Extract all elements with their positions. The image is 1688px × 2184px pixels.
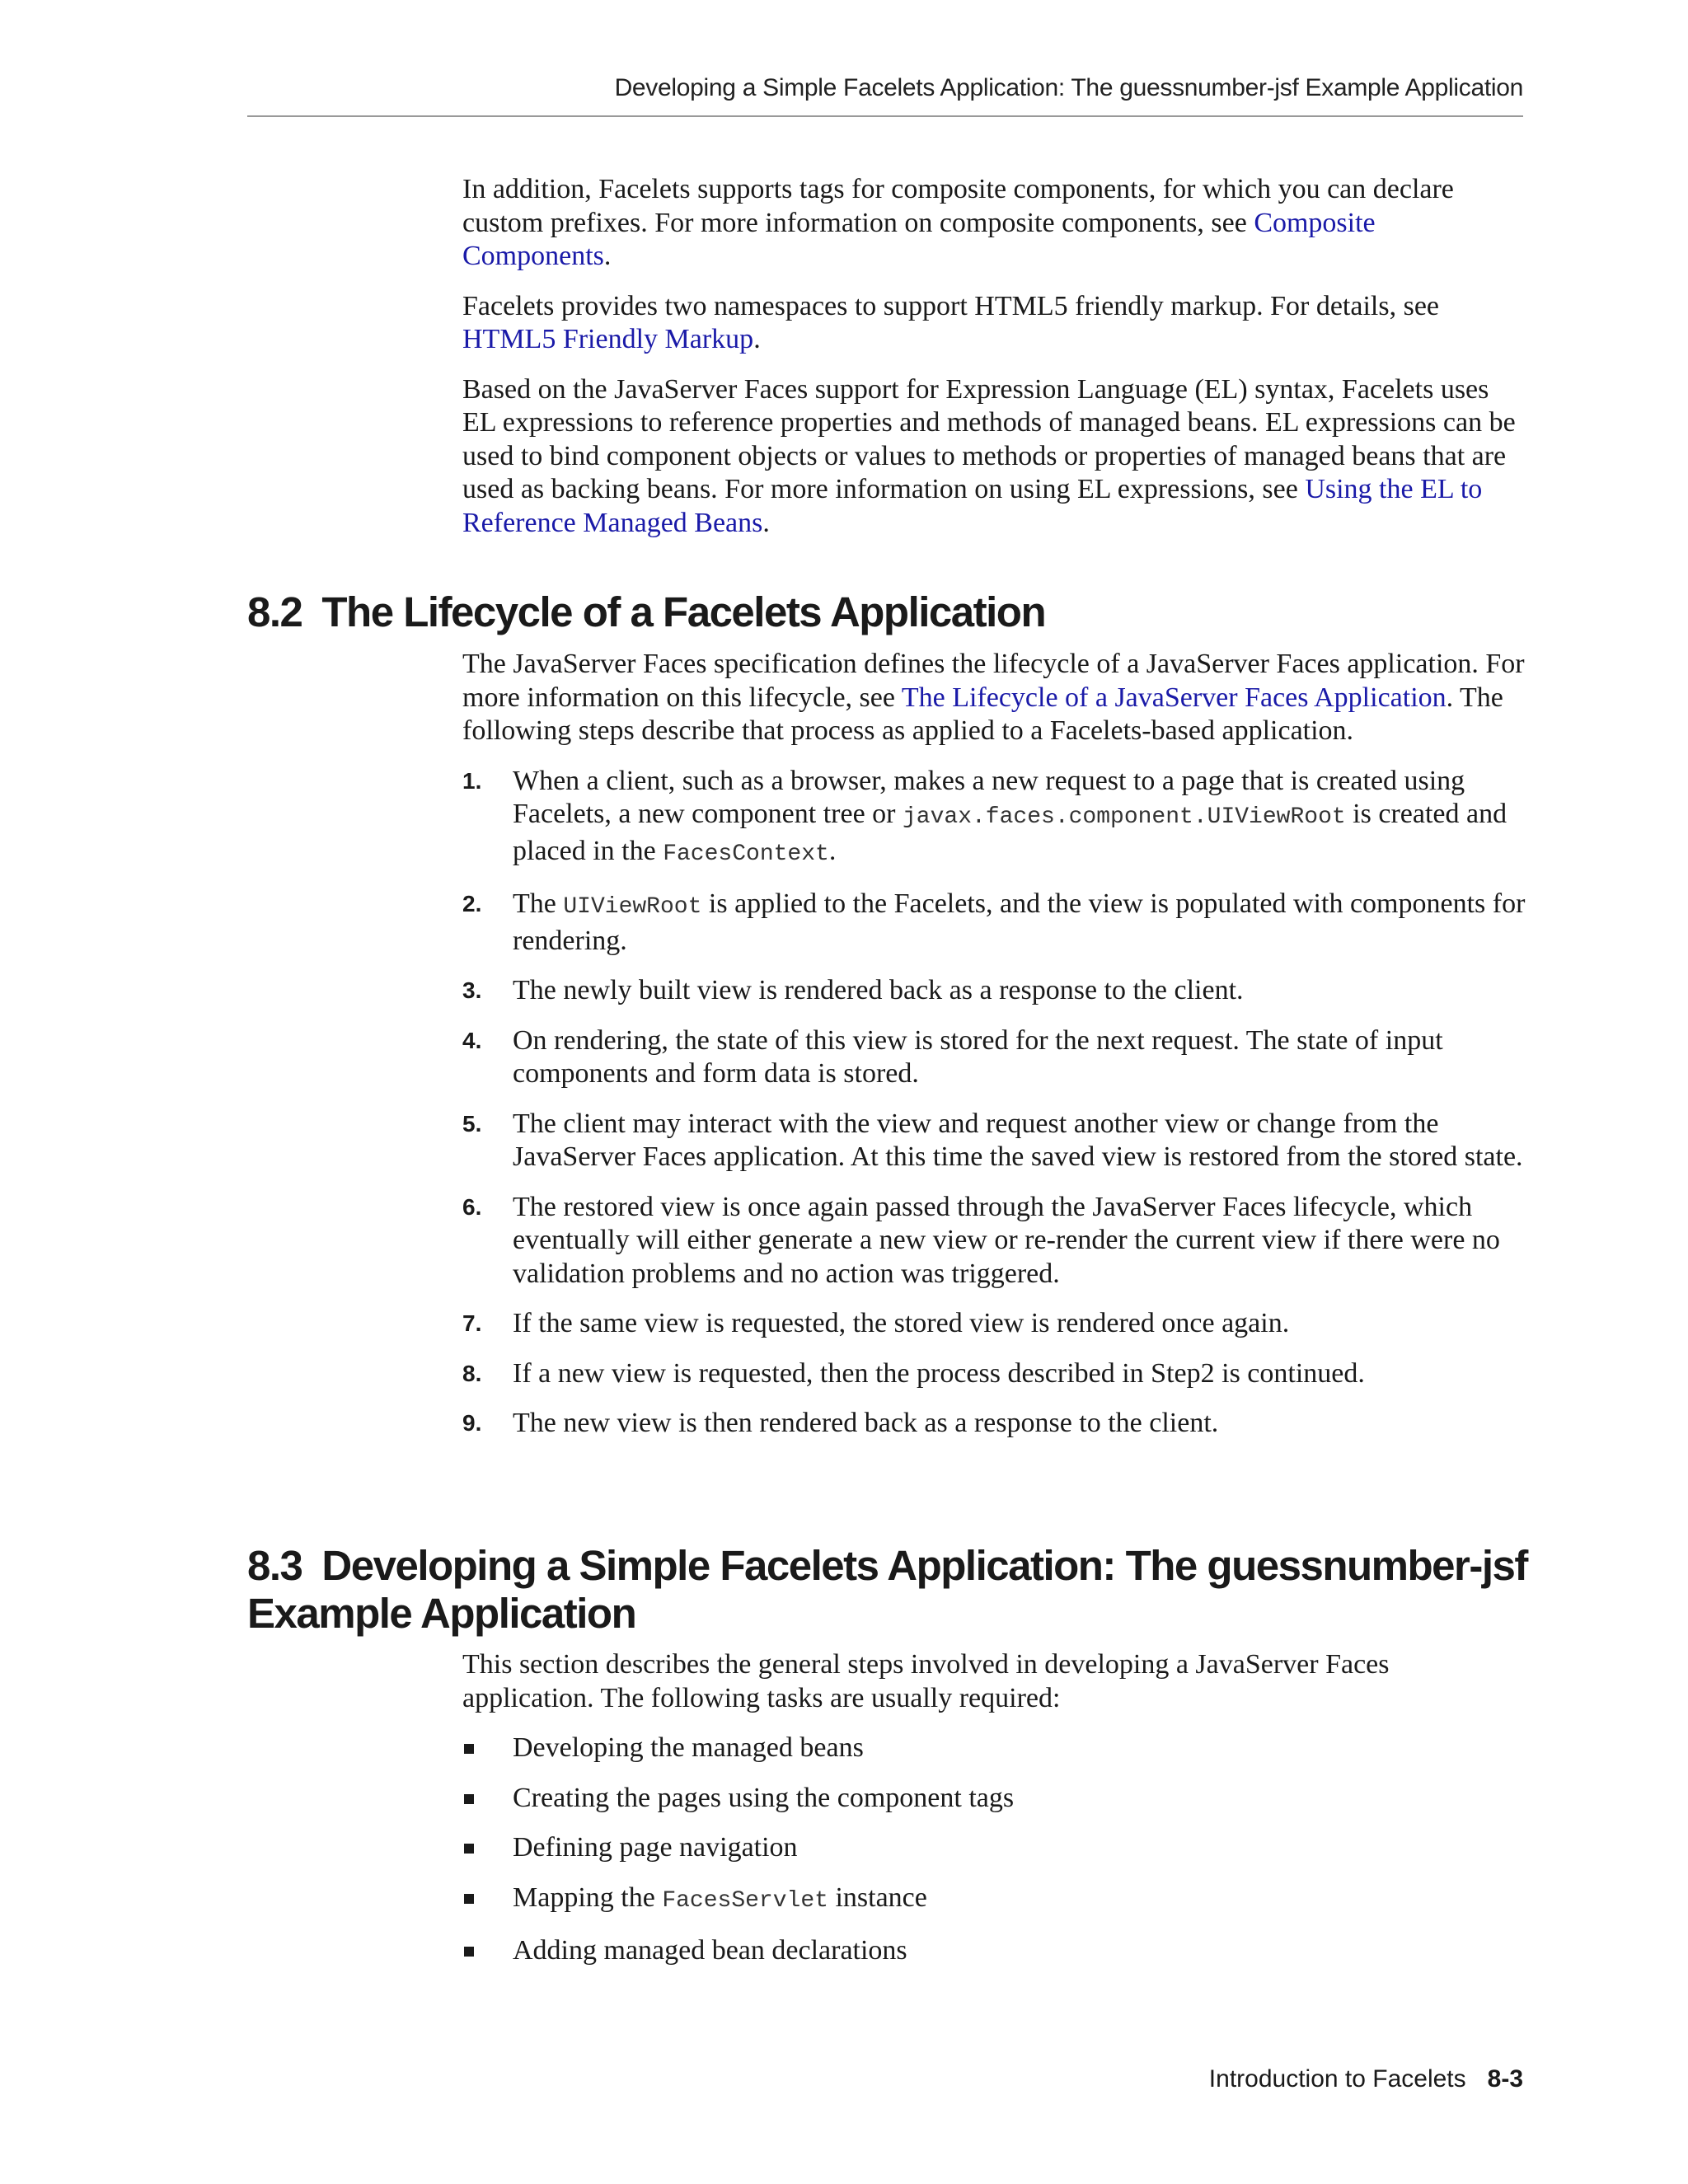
section-number: 8.3	[247, 1542, 302, 1589]
list-item	[462, 1024, 1526, 1091]
step-text: The restored view is once again passed through the JavaServer Faces lifecycle, which eventually will either generate a new view or re-render the current view if there were no validation problems and no action was triggered.	[513, 1191, 1500, 1289]
step-text: .	[828, 835, 837, 866]
intro-section	[462, 173, 1526, 556]
section-heading-8-3	[247, 1542, 1533, 1638]
bullet-icon	[464, 1844, 474, 1854]
list-item	[462, 1108, 1526, 1174]
bullet-icon	[464, 1947, 474, 1957]
list-item	[462, 1732, 1526, 1765]
paragraph-text: Based on the JavaServer Faces support for Expression Language (EL) syntax, Facelets uses EL expressions to reference properties and methods of managed beans. EL expressions can be used to bind component objects or values to methods or properties of managed beans that are used as backing beans. For more information on using EL expressions, see	[462, 373, 1516, 504]
list-item	[462, 1882, 1526, 1919]
step-text: The client may interact with the view and request another view or change from the JavaServer Faces application. At this time the saved view is restored from the stored state.	[513, 1108, 1523, 1172]
intro-paragraph-1	[462, 173, 1526, 274]
paragraph-text: In addition, Facelets supports tags for composite components, for which you can declare custom prefixes. For more information on composite components, see	[462, 174, 1454, 238]
step-number: 4.	[462, 1027, 482, 1053]
step-text: The	[513, 888, 564, 919]
section-heading-8-2	[247, 588, 1533, 636]
task-text: Developing the managed beans	[513, 1732, 864, 1763]
step-number: 2.	[462, 891, 482, 916]
paragraph-text: . The following steps describe that process as applied to a Facelets-based application.	[462, 682, 1503, 746]
list-item	[462, 1191, 1526, 1291]
step-number: 3.	[462, 977, 482, 1003]
step-text: is applied to the Facelets, and the view is populated with components for rendering.	[513, 888, 1526, 956]
tasks-list	[462, 1732, 1526, 1968]
bullet-icon	[464, 1894, 474, 1904]
paragraph-text: .	[762, 507, 770, 538]
footer-chapter-title: Introduction to Facelets	[1208, 2065, 1466, 2093]
code-facesservlet: FacesServlet	[662, 1887, 828, 1914]
step-text: If the same view is requested, the stored view is rendered once again.	[513, 1308, 1290, 1338]
header-rule	[247, 115, 1523, 117]
section-8-2-body	[462, 648, 1526, 1457]
paragraph-text: .	[603, 241, 612, 271]
page-number: 8-3	[1487, 2065, 1523, 2093]
step-number: 9.	[462, 1410, 482, 1436]
paragraph-text: Facelets provides two namespaces to support HTML5 friendly markup. For details, see	[462, 290, 1440, 321]
section-title: Developing a Simple Facelets Application: The guessnumber-jsf Example Application	[247, 1542, 1527, 1637]
running-header: Developing a Simple Facelets Application: The guessnumber-jsf Example Application	[614, 74, 1523, 101]
list-item	[462, 1831, 1526, 1865]
section-8-3-body	[462, 1648, 1526, 1985]
step-number: 5.	[462, 1110, 482, 1137]
task-text: Defining page navigation	[513, 1832, 798, 1863]
task-text: Creating the pages using the component tags	[513, 1782, 1015, 1813]
list-item	[462, 1934, 1526, 1968]
running-footer	[989, 2065, 1523, 2093]
intro-paragraph-2	[462, 290, 1526, 357]
task-text: instance	[828, 1882, 927, 1913]
step-text: The new view is then rendered back as a response to the client.	[513, 1408, 1219, 1438]
list-item	[462, 1782, 1526, 1816]
step-text: The newly built view is rendered back as a response to the client.	[513, 975, 1244, 1005]
step-number: 6.	[462, 1193, 482, 1220]
step-text: When a client, such as a browser, makes a new request to a page that is created using Facelets, a new component tree or	[513, 765, 1465, 829]
bullet-icon	[464, 1744, 474, 1754]
link-composite-components[interactable]: Composite Components	[462, 207, 1376, 271]
step-text: On rendering, the state of this view is stored for the next request. The state of input components and form data is stored.	[513, 1024, 1443, 1089]
code-uiviewroot: UIViewRoot	[563, 894, 702, 920]
step-number: 8.	[462, 1360, 482, 1386]
step-text: If a new view is requested, then the process described in Step2 is continued.	[513, 1357, 1365, 1389]
section-intro-paragraph	[462, 648, 1526, 748]
paragraph-text: .	[753, 324, 761, 354]
code-uiviewroot-class: javax.faces.component.UIViewRoot	[902, 804, 1346, 830]
link-using-el-managed-beans[interactable]: Using the EL to Reference Managed Beans	[462, 474, 1483, 538]
link-html5-friendly-markup[interactable]: HTML5 Friendly Markup	[462, 324, 754, 354]
step-number: 1.	[462, 767, 482, 794]
list-item	[462, 1357, 1526, 1391]
section-intro-paragraph: This section describes the general steps involved in developing a JavaServer Faces application. The following tasks are usually required:	[462, 1649, 1390, 1713]
list-item	[462, 1407, 1526, 1441]
list-item	[462, 765, 1526, 872]
section-number: 8.2	[247, 588, 302, 635]
list-item	[462, 974, 1526, 1008]
step-number: 7.	[462, 1310, 482, 1336]
task-text: Mapping the	[513, 1882, 663, 1913]
list-item	[462, 1307, 1526, 1341]
paragraph-text: The JavaServer Faces specification defines the lifecycle of a JavaServer Faces application. For more information on this lifecycle, see	[462, 649, 1525, 713]
section-title: The Lifecycle of a Facelets Application	[321, 588, 1046, 635]
code-facescontext: FacesContext	[663, 841, 829, 867]
list-item	[462, 888, 1526, 958]
link-lifecycle-jsf-application[interactable]: The Lifecycle of a JavaServer Faces Application	[901, 682, 1447, 713]
lifecycle-steps-list	[462, 765, 1526, 1441]
intro-paragraph-3	[462, 373, 1526, 541]
bullet-icon	[464, 1794, 474, 1804]
step-text: is created and placed in the	[513, 799, 1507, 866]
task-text: Adding managed bean declarations	[513, 1935, 907, 1966]
